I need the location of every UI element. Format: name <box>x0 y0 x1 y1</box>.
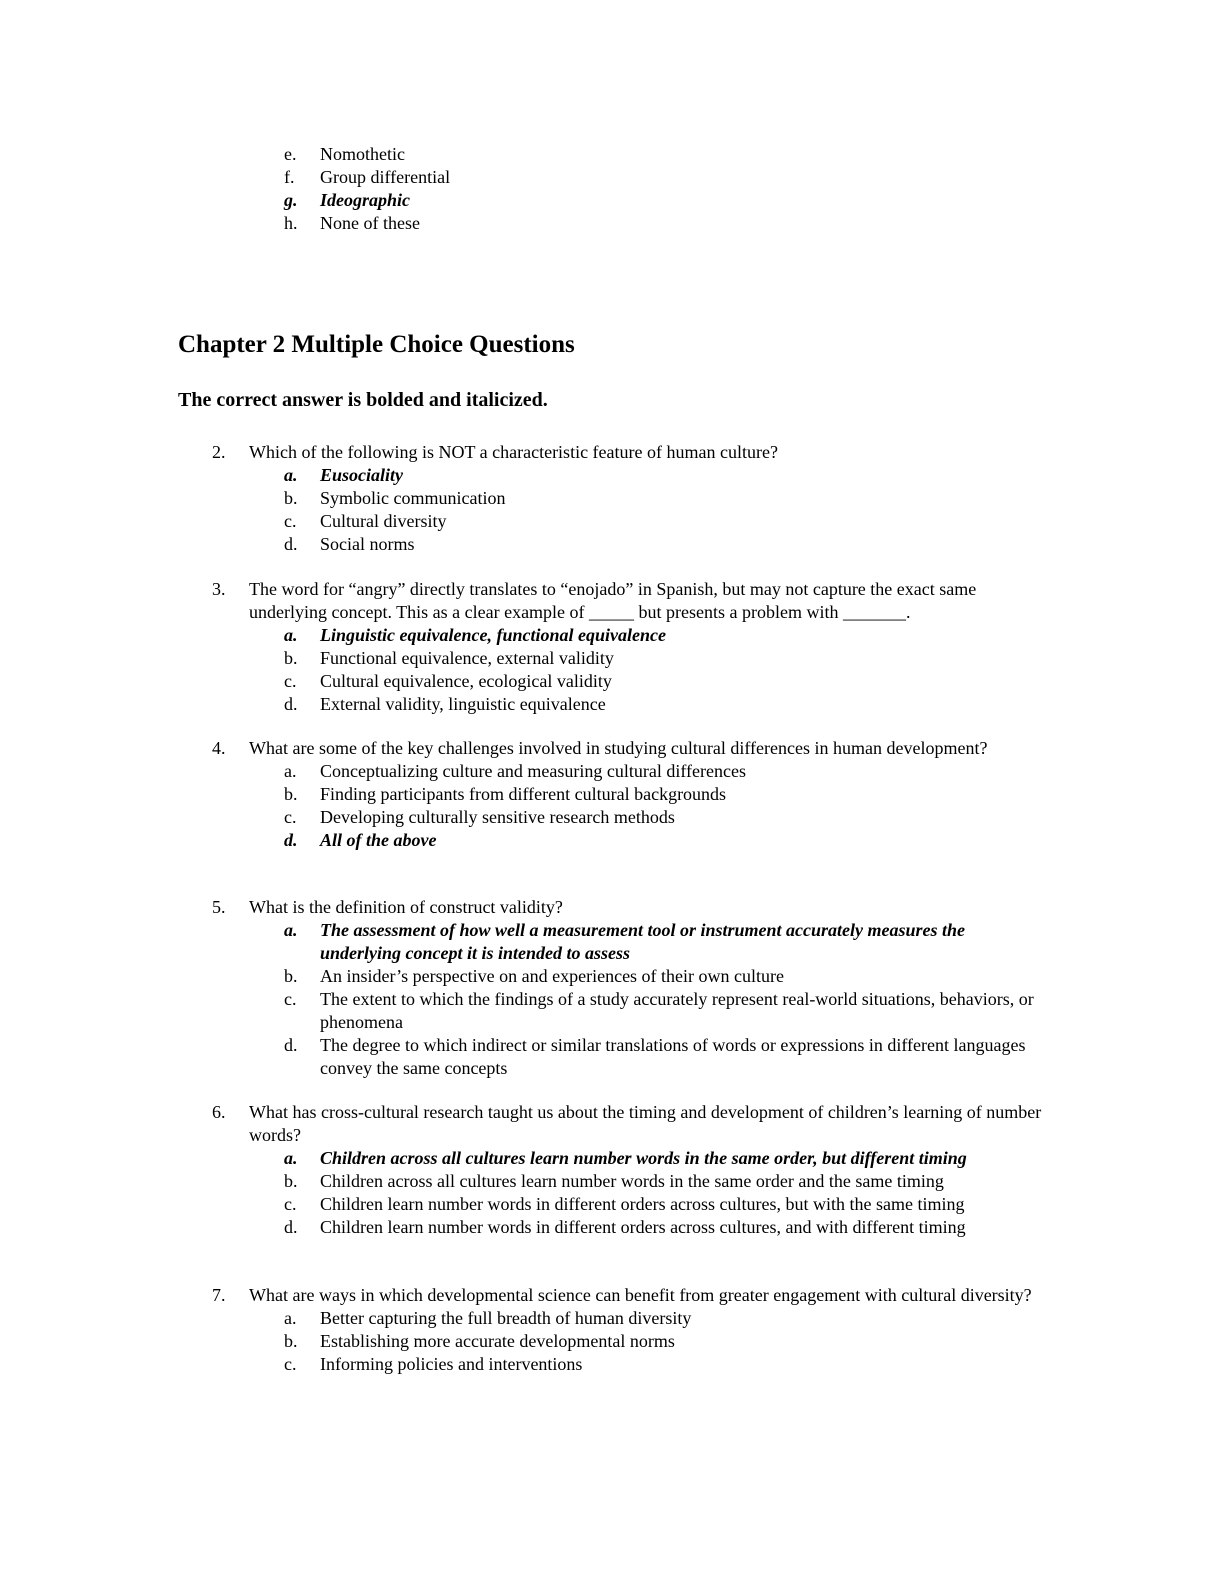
option-letter: a. <box>284 761 297 781</box>
options-list <box>284 464 1042 556</box>
option-text: Symbolic communication <box>320 488 506 508</box>
option-text: Children learn number words in different orders across cultures, and with different timing <box>320 1217 966 1237</box>
option-text: Informing policies and interventions <box>320 1354 583 1374</box>
option <box>284 693 1042 716</box>
option-text: Children across all cultures learn number words in the same order and the same timing <box>320 1171 944 1191</box>
option-letter: a. <box>284 465 298 485</box>
option-correct <box>284 829 1042 852</box>
question-3 <box>212 578 1042 716</box>
option-text: Social norms <box>320 534 415 554</box>
question-5 <box>212 896 1042 1080</box>
option-letter: b. <box>284 648 298 668</box>
option-text: Establishing more accurate developmental norms <box>320 1331 675 1351</box>
question-text: Which of the following is NOT a characteristic feature of human culture? <box>249 442 778 462</box>
option-text: Children across all cultures learn number words in the same order, but different timing <box>320 1148 967 1168</box>
question-number: 4. <box>212 738 226 758</box>
option-letter: d. <box>284 1217 298 1237</box>
option <box>284 1307 1042 1330</box>
option-letter: b. <box>284 1171 298 1191</box>
options-list <box>284 760 1042 852</box>
option-correct <box>284 624 1042 647</box>
option <box>284 533 1042 556</box>
option <box>284 783 1042 806</box>
option <box>284 1170 1042 1193</box>
option-text: Developing culturally sensitive research methods <box>320 807 675 827</box>
question-number: 3. <box>212 579 226 599</box>
question-6 <box>212 1101 1042 1239</box>
option-correct <box>284 464 1042 487</box>
option-letter: c. <box>284 1354 297 1374</box>
option-correct <box>284 919 1042 965</box>
question-text: What are some of the key challenges involved in studying cultural differences in human development? <box>249 738 988 758</box>
option <box>284 760 1042 783</box>
option-letter: a. <box>284 625 298 645</box>
instruction-subheading: The correct answer is bolded and italicized. <box>178 389 548 411</box>
options-list <box>284 1307 1042 1376</box>
option-text: Better capturing the full breadth of human diversity <box>320 1308 692 1328</box>
option-letter: d. <box>284 694 298 714</box>
option-text: All of the above <box>320 830 437 850</box>
question-7 <box>212 1284 1042 1376</box>
option-letter: c. <box>284 1194 297 1214</box>
option-text: Group differential <box>320 167 451 187</box>
option-text: Nomothetic <box>320 144 405 164</box>
option-letter: a. <box>284 920 298 940</box>
option-correct <box>284 189 450 212</box>
option <box>284 1193 1042 1216</box>
option-letter: c. <box>284 989 297 1009</box>
option-text: Cultural equivalence, ecological validity <box>320 671 612 691</box>
option-text: External validity, linguistic equivalence <box>320 694 606 714</box>
option-letter: b. <box>284 966 298 986</box>
option-letter: d. <box>284 830 298 850</box>
option <box>284 1353 1042 1376</box>
option-letter: c. <box>284 807 297 827</box>
option-text: An insider’s perspective on and experiences of their own culture <box>320 966 785 986</box>
question-2 <box>212 441 1042 556</box>
option <box>284 1034 1042 1080</box>
option-text: Functional equivalence, external validity <box>320 648 614 668</box>
option-letter: b. <box>284 784 298 804</box>
option <box>284 212 450 235</box>
option-text: None of these <box>320 213 420 233</box>
chapter-heading: Chapter 2 Multiple Choice Questions <box>178 331 575 358</box>
question-number: 6. <box>212 1102 226 1122</box>
option-text: Linguistic equivalence, functional equivalence <box>320 625 666 645</box>
option-letter: c. <box>284 671 297 691</box>
option-text: Finding participants from different cultural backgrounds <box>320 784 727 804</box>
option-letter: a. <box>284 1148 298 1168</box>
question-number: 2. <box>212 442 226 462</box>
option-text: Children learn number words in different orders across cultures, but with the same timing <box>320 1194 965 1214</box>
option-letter: g. <box>284 190 298 210</box>
option-letter: h. <box>284 213 298 233</box>
option-text: Ideographic <box>320 190 410 210</box>
option <box>284 647 1042 670</box>
options-list <box>284 919 1042 1080</box>
option <box>284 806 1042 829</box>
option <box>284 510 1042 533</box>
option <box>284 166 450 189</box>
top-options-list <box>284 143 450 235</box>
option <box>284 487 1042 510</box>
option <box>284 670 1042 693</box>
option-text: The extent to which the findings of a study accurately represent real-world situations, behaviors, or phenomena <box>320 989 1034 1032</box>
option-text: The assessment of how well a measurement tool or instrument accurately measures the underlying concept it is intended to assess <box>320 920 966 963</box>
option-text: Conceptualizing culture and measuring cultural differences <box>320 761 747 781</box>
question-text: The word for “angry” directly translates to “enojado” in Spanish, but may not capture the exact same underlying concept. This as a clear example of _____ but presents a problem with _______. <box>249 579 977 622</box>
option <box>284 988 1042 1034</box>
option-letter: f. <box>284 167 295 187</box>
option-letter: d. <box>284 534 298 554</box>
option <box>284 143 450 166</box>
option-text: Eusociality <box>320 465 404 485</box>
option-correct <box>284 1147 1042 1170</box>
option <box>284 1216 1042 1239</box>
option-letter: e. <box>284 144 297 164</box>
question-number: 5. <box>212 897 226 917</box>
question-text: What is the definition of construct validity? <box>249 897 563 917</box>
option-letter: a. <box>284 1308 297 1328</box>
option-letter: b. <box>284 1331 298 1351</box>
question-4 <box>212 737 1042 852</box>
option <box>284 1330 1042 1353</box>
question-number: 7. <box>212 1285 226 1305</box>
option-letter: d. <box>284 1035 298 1055</box>
question-text: What has cross-cultural research taught us about the timing and development of children’s learning of number words? <box>249 1102 1042 1145</box>
option-letter: b. <box>284 488 298 508</box>
option-text: Cultural diversity <box>320 511 447 531</box>
option-text: The degree to which indirect or similar translations of words or expressions in different languages convey the same concepts <box>320 1035 1026 1078</box>
question-text: What are ways in which developmental science can benefit from greater engagement with cultural diversity? <box>249 1285 1032 1305</box>
option <box>284 965 1042 988</box>
options-list <box>284 1147 1042 1239</box>
options-list <box>284 624 1042 716</box>
option-letter: c. <box>284 511 297 531</box>
